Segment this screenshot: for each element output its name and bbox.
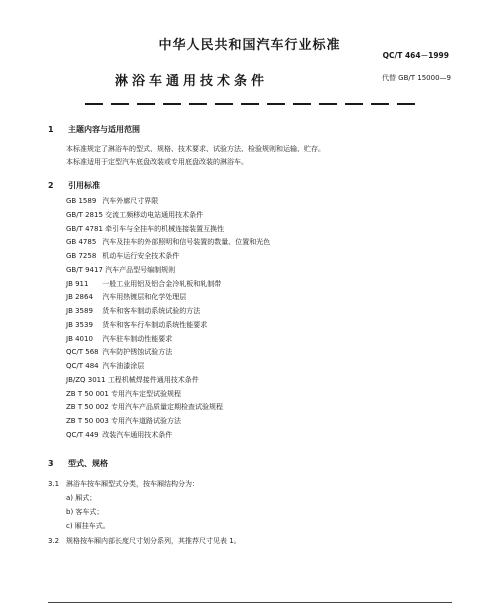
list-item: GB/T 2815 交流工频移动电站通用技术条件	[66, 210, 204, 219]
section-3-number: 3	[48, 459, 54, 468]
section-1-heading	[48, 124, 140, 135]
clause-3-2-text: 规格按车厢内部长度尺寸划分系列，其推荐尺寸见表 1。	[66, 537, 241, 545]
clause-3-1-number: 3.1	[48, 480, 60, 488]
document-title: 淋浴车通用技术条件	[115, 74, 269, 89]
list-item: QC/T 568 汽车防护锈蚀试验方法	[66, 348, 173, 357]
section-2-heading	[48, 180, 100, 191]
list-item: ZB T 50 003 专用汽车道路试验方法	[66, 417, 182, 425]
list-item: QC/T 449 改装汽车通用技术条件	[66, 430, 173, 439]
list-item: JB 3539 货车和客车行车制动系统性能要求	[66, 320, 208, 329]
section-3-heading	[48, 458, 108, 469]
list-item: JB 911 一般工业用铝及铝合金冷轧板和轧制带	[66, 279, 222, 288]
option-a: a) 厢式；	[66, 494, 97, 502]
clause-3-2	[48, 536, 241, 546]
standard-header-title: 中华人民共和国汽车行业标准	[158, 38, 341, 53]
section-1-paragraph-1: 本标准规定了淋浴车的型式、规格、技术要求、试验方法、检验规则和运输、贮存。	[66, 145, 325, 153]
list-item: JB 2864 汽车用热镀层和化学处理层	[66, 293, 187, 302]
list-item: ZB T 50 002 专用汽车产品质量定期检查试验规程	[66, 403, 224, 412]
list-item: GB 4785 汽车及挂车的外部照明和信号装置的数量、位置和光色	[66, 238, 271, 247]
standard-code: QC/T 464－1999	[382, 51, 449, 60]
section-1-title: 主题内容与适用范围	[68, 125, 140, 134]
list-item: GB/T 9417 汽车产品型号编制规则	[66, 265, 176, 274]
option-c: c) 厢挂车式。	[66, 522, 110, 530]
replace-note: 代替 GB/T 15000—9	[381, 74, 451, 82]
footer-divider	[48, 602, 452, 603]
clause-3-2-number: 3.2	[48, 537, 60, 545]
list-item: JB 4010 汽车驻车制动性能要求	[66, 334, 173, 343]
section-3-title: 型式、规格	[68, 459, 108, 468]
list-item: GB/T 4781 牵引车与全挂车的机械连接装置互换性	[66, 224, 225, 233]
list-item: JB/ZQ 3011 工程机械焊接件通用技术条件	[66, 375, 199, 384]
header-divider	[85, 103, 419, 105]
list-item: JB 3589 货车和客车制动系统试验的方法	[66, 307, 201, 315]
list-item: ZB T 50 001 专用汽车定型试验规程	[66, 389, 182, 398]
clause-3-1	[48, 479, 199, 489]
option-b: b) 客车式；	[66, 508, 104, 516]
clause-3-1-text: 淋浴车按车厢型式分类，按车厢结构分为：	[66, 480, 199, 488]
section-2-title: 引用标准	[68, 181, 100, 190]
section-1-paragraph-2: 本标准适用于定型汽车底盘改装或专用底盘改装的淋浴车。	[66, 158, 248, 166]
list-item: GB 7258 机动车运行安全技术条件	[66, 252, 180, 260]
list-item: GB 1589 汽车外廓尺寸界限	[66, 197, 159, 205]
referenced-standards-list	[66, 195, 270, 443]
section-1-number: 1	[48, 125, 54, 134]
section-2-number: 2	[48, 181, 54, 190]
list-item: QC/T 484 汽车油漆涂层	[66, 362, 145, 370]
